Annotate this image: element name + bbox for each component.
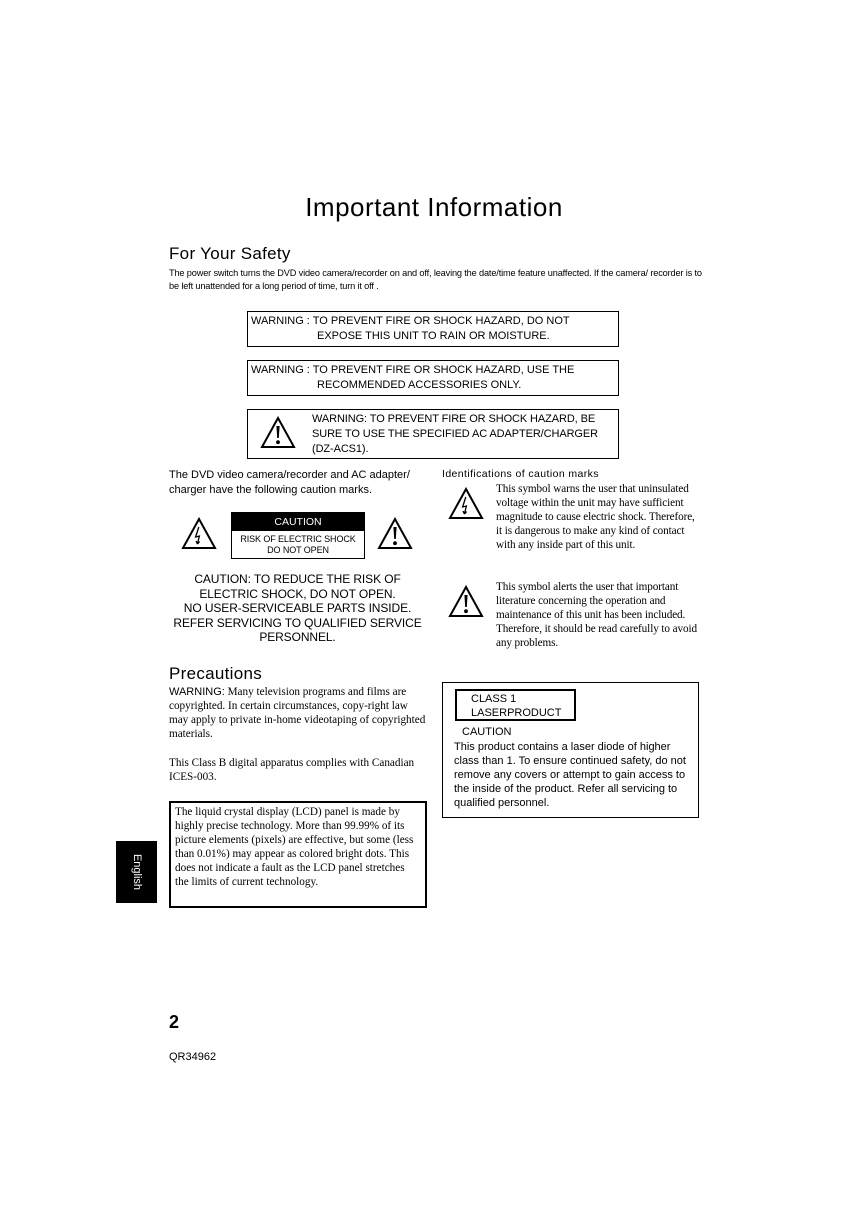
warning-text-line: RECOMMENDED ACCESSORIES ONLY. <box>317 379 522 391</box>
caution-marks-intro: The DVD video camera/recorder and AC adapter/ charger have the following caution marks. <box>169 469 410 496</box>
caution-label-heading: CAUTION <box>232 513 364 531</box>
warning-box-rain <box>247 311 619 347</box>
safety-heading: For Your Safety <box>169 244 291 263</box>
caution-statement-line: CAUTION: TO REDUCE THE RISK OF <box>194 572 401 586</box>
laser-notice-box <box>442 682 699 818</box>
warning-text-line: WARNING : TO PREVENT FIRE OR SHOCK HAZARD, USE THE <box>251 364 575 376</box>
warning-lead: WARNING: <box>169 686 225 698</box>
exclamation-triangle-icon <box>448 585 484 619</box>
identification-text-voltage: This symbol warns the user that uninsulated voltage within the unit may have sufficient magnitude to cause electric shock. Therefore, it is dangerous to make any kind of contact with any inside part of this unit. <box>496 483 695 551</box>
document-code: QR34962 <box>169 1051 217 1063</box>
caution-statement-line: PERSONNEL. <box>259 630 336 645</box>
safety-intro-text: The power switch turns the DVD video camera/recorder on and off, leaving the date/time feature unaffected. If the camera/ recorder is to be left unattended for a long period of time, turn it off . <box>169 268 702 291</box>
exclamation-triangle-icon <box>260 416 296 450</box>
precautions-copyright-text <box>169 685 427 741</box>
language-tab-label: English <box>130 853 143 891</box>
caution-statement-line: NO USER-SERVICEABLE PARTS INSIDE. <box>183 601 412 616</box>
caution-label-body <box>232 531 364 558</box>
warning-box-accessories <box>247 360 619 396</box>
caution-label-line: DO NOT OPEN <box>267 545 329 555</box>
warning-text: WARNING: TO PREVENT FIRE OR SHOCK HAZARD, BE SURE TO USE THE SPECIFIED AC ADAPTER/CHARGER (DZ-ACS1). <box>312 413 598 455</box>
identification-text-literature: This symbol alerts the user that important literature concerning the operation and maintenance of this unit has been included. Therefore, it should be read carefully to avoid any problems. <box>496 581 697 649</box>
lcd-notice-box: The liquid crystal display (LCD) panel is made by highly precise technology. More than 99.99% of its picture elements (pixels) are effective, but some (less than 0.01%) may appear as colored bright dots. This does not indicate a fault as the LCD panel stretches the limits of current technology. <box>169 801 427 908</box>
lightning-triangle-icon <box>448 487 484 521</box>
laser-caution-text: This product contains a laser diode of higher class than 1. To ensure continued safety, do not remove any covers or attempt to gain access to the inside of the product. Refer all servicing to qualified personnel. <box>454 741 686 809</box>
warning-text-line: WARNING : TO PREVENT FIRE OR SHOCK HAZARD, DO NOT <box>251 315 570 327</box>
precautions-heading: Precautions <box>169 664 263 683</box>
lightning-triangle-icon <box>181 517 217 551</box>
laser-class-line: LASERPRODUCT <box>471 707 562 719</box>
warning-text-line: EXPOSE THIS UNIT TO RAIN OR MOISTURE. <box>317 330 550 342</box>
caution-label <box>231 512 365 559</box>
laser-class-label <box>455 689 576 721</box>
caution-label-line: RISK OF ELECTRIC SHOCK <box>240 534 356 544</box>
page-title: Important Information <box>305 192 563 222</box>
laser-caution-heading: CAUTION <box>462 726 512 738</box>
caution-statement-line: REFER SERVICING TO QUALIFIED SERVICE <box>173 615 422 630</box>
identifications-heading: Identifications of caution marks <box>442 468 599 480</box>
classb-compliance-text: This Class B digital apparatus complies with Canadian ICES-003. <box>169 757 415 783</box>
laser-class-line: CLASS 1 <box>471 693 517 705</box>
caution-statement-line: ELECTRIC SHOCK, DO NOT OPEN. <box>199 586 396 601</box>
caution-statement <box>169 572 426 645</box>
page-number: 2 <box>169 1012 180 1032</box>
warning-box-adapter <box>247 409 619 459</box>
language-tab <box>116 841 157 903</box>
warning-body: Many television programs and films are copyrighted. In certain circumstances, copy-right law may apply to private in-home videotaping of copyrighted materials. <box>169 686 426 740</box>
exclamation-triangle-icon <box>377 517 413 551</box>
